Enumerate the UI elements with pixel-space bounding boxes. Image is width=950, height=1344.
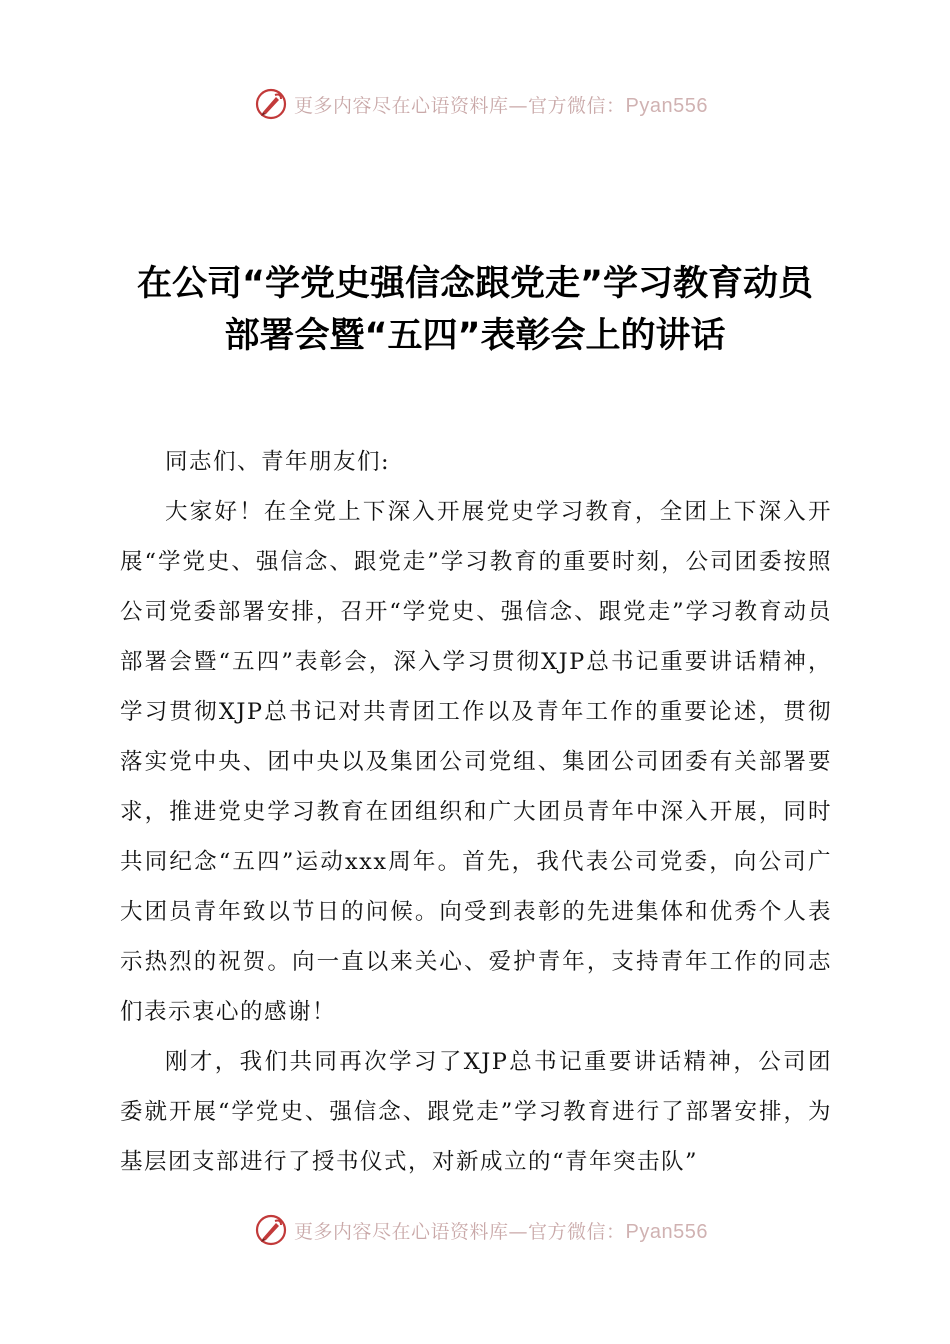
document-title	[0, 258, 950, 362]
header-watermark	[0, 84, 950, 124]
pen-logo-icon	[254, 87, 288, 121]
watermark-content	[254, 87, 708, 121]
footer-watermark	[0, 1210, 950, 1250]
title-line-1: 在公司“学党史强信念跟党走”学习教育动员	[136, 264, 813, 304]
pen-logo-icon	[254, 1213, 288, 1247]
watermark-text: 更多内容尽在心语资料库—官方微信：Pyan556	[294, 1220, 708, 1243]
title-line-2: 部署会暨“五四”表彰会上的讲话	[224, 316, 726, 356]
document-body	[120, 437, 832, 1187]
watermark-text: 更多内容尽在心语资料库—官方微信：Pyan556	[294, 94, 708, 117]
wechat-id: Pyan556	[625, 94, 708, 117]
watermark-content	[254, 1213, 708, 1247]
paragraph-2: 刚才，我们共同再次学习了XJP总书记重要讲话精神，公司团委就开展“学党史、强信念、跟党走”学习教育进行了部署安排，为基层团支部进行了授书仪式，对新成立的“青年突击队”	[120, 1049, 832, 1175]
salutation: 同志们、青年朋友们:	[165, 449, 391, 475]
wechat-id: Pyan556	[625, 1220, 708, 1243]
paragraph-1: 大家好！在全党上下深入开展党史学习教育，全团上下深入开展“学党史、强信念、跟党走”学习教育的重要时刻，公司团委按照公司党委部署安排，召开“学党史、强信念、跟党走”学习教育动员部署会暨“五四”表彰会，深入学习贯彻XJP总书记重要讲话精神，学习贯彻XJP总书记对共青团工作以及青年工作的重要论述，贯彻落实党中央、团中央以及集团公司党组、集团公司团委有关部署要求，推进党史学习教育在团组织和广大团员青年中深入开展，同时共同纪念“五四”运动xxx周年。首先，我代表公司党委，向公司广大团员青年致以节日的问候。向受到表彰的先进集体和优秀个人表示热烈的祝贺。向一直以来关心、爱护青年，支持青年工作的同志们表示衷心的感谢！	[120, 499, 832, 1025]
